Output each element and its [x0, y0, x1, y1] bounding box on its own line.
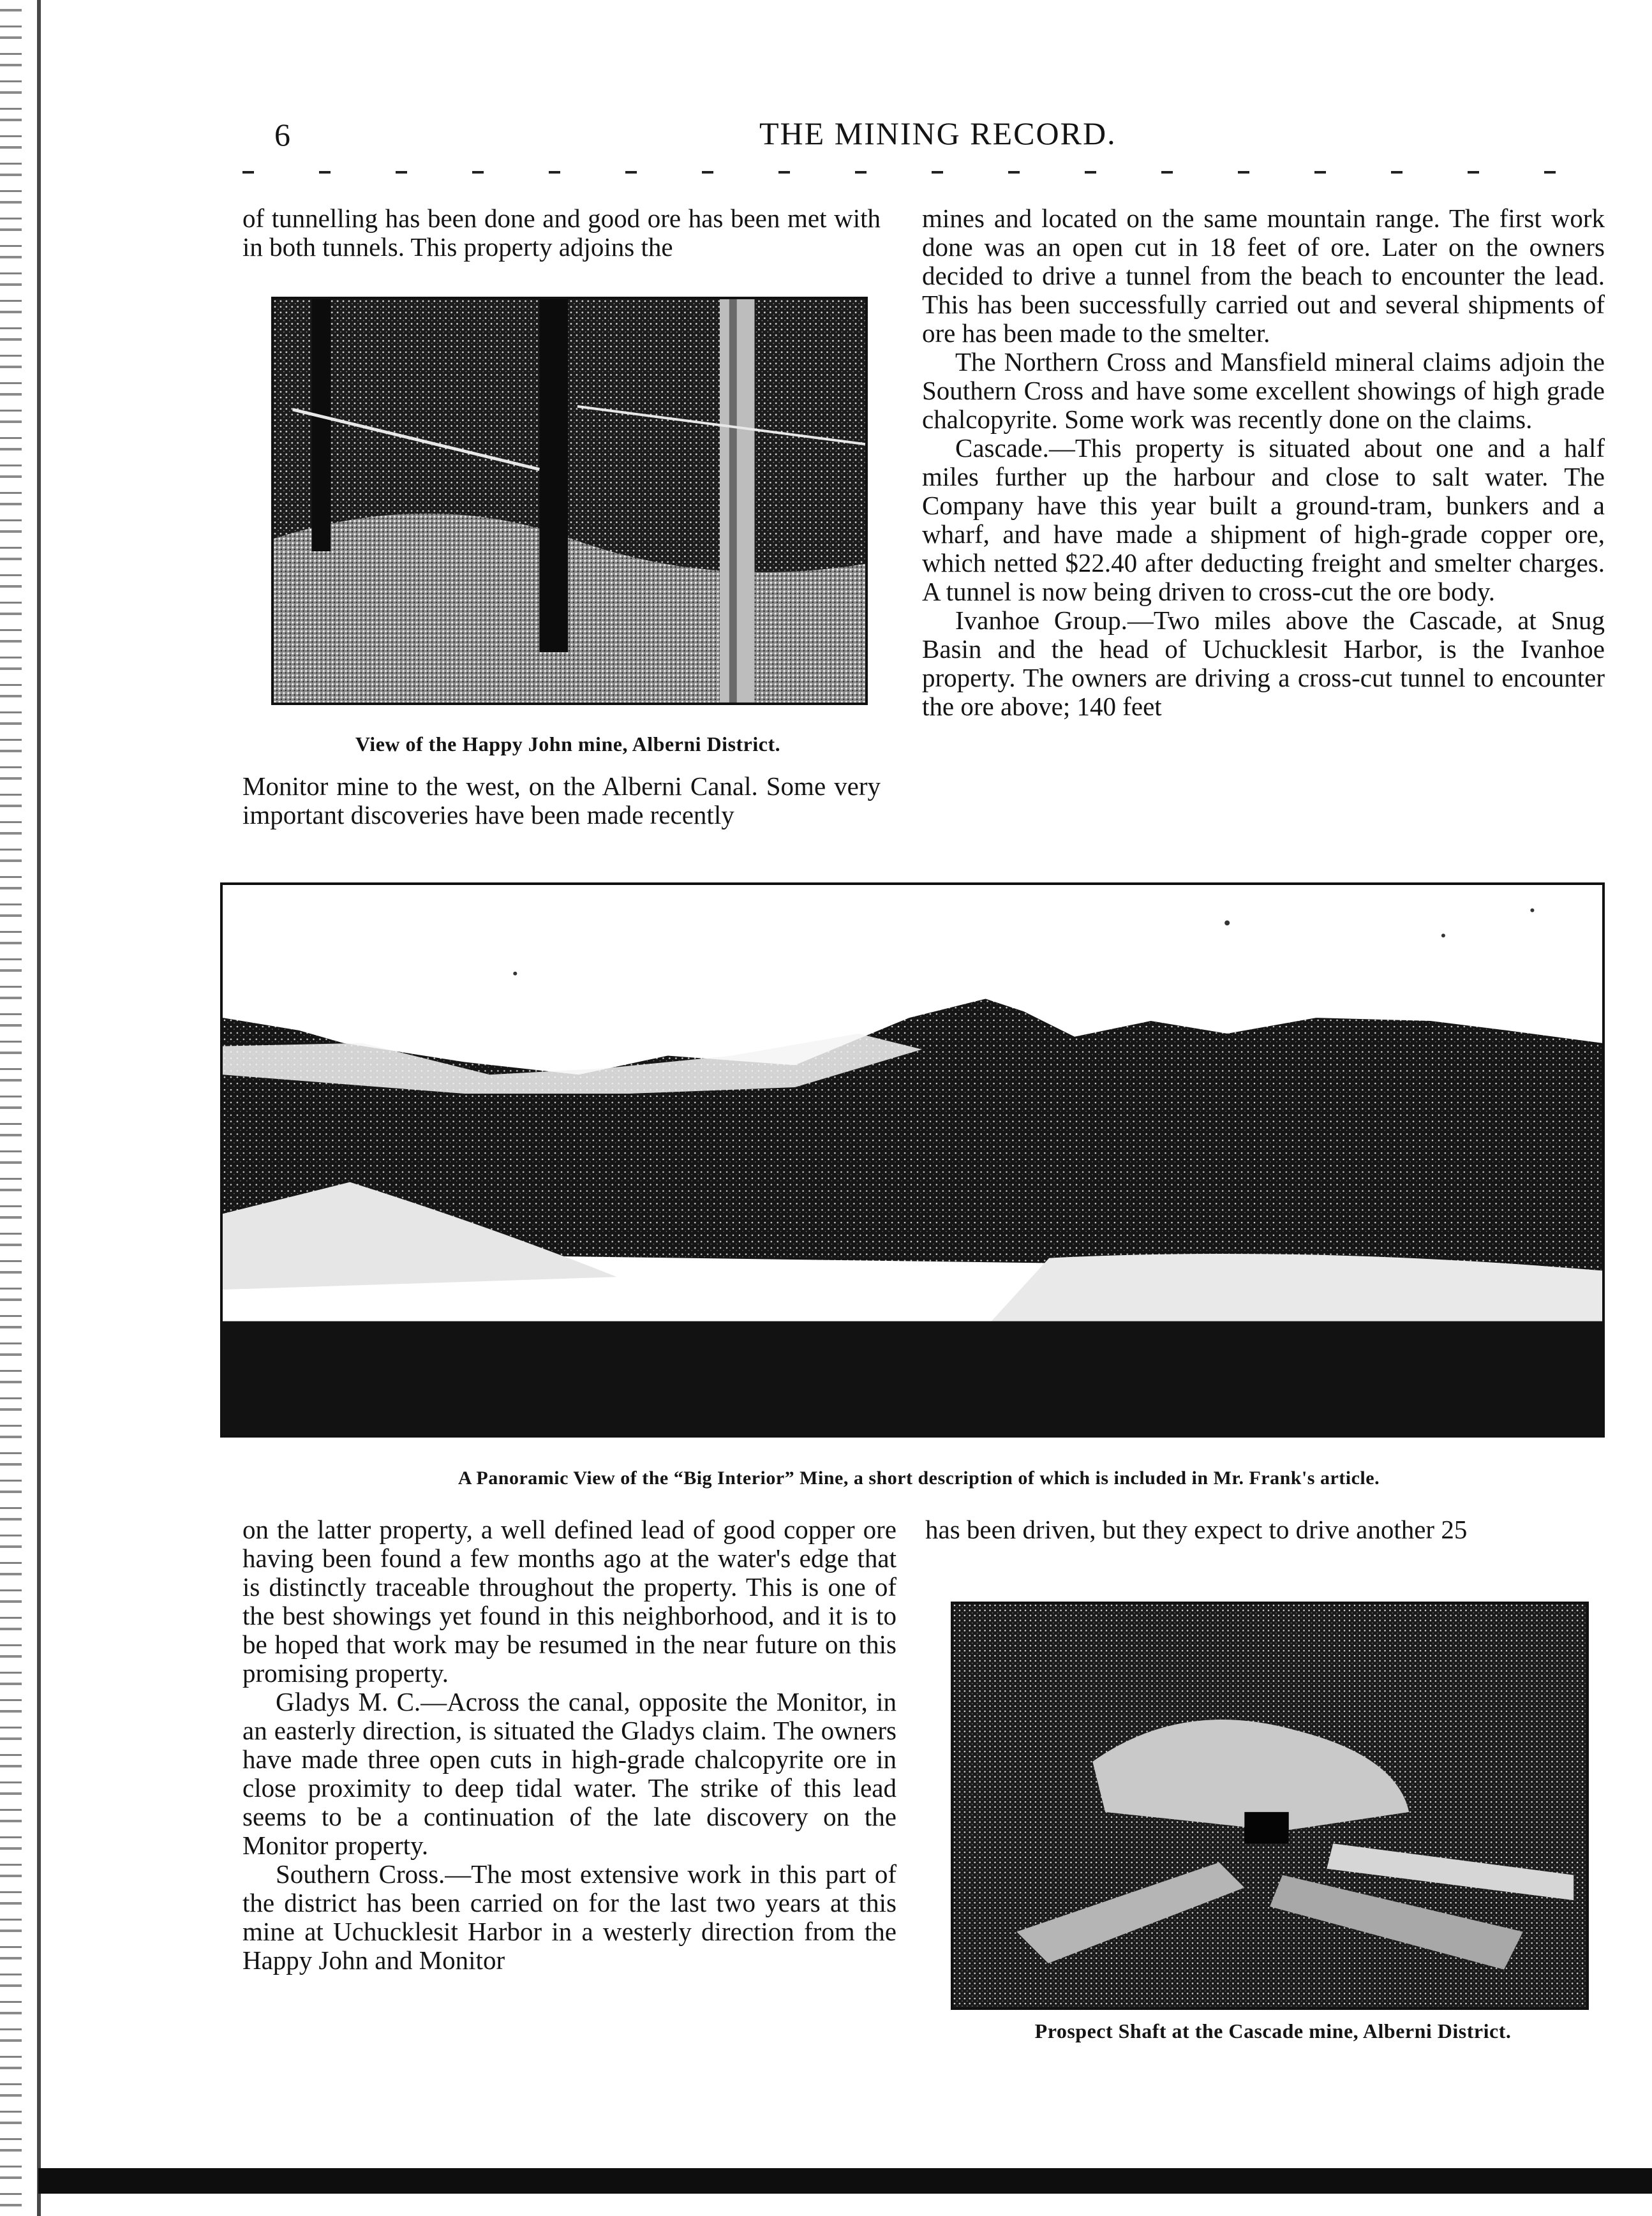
page-bottom-bar [38, 2168, 1652, 2194]
cascade-caption: Prospect Shaft at the Cascade mine, Alberni District. [1034, 2019, 1512, 2042]
panorama-caption: A Panoramic View of the “Big Interior” Mine, a short description of which is included in Mr. Frank's article. [458, 1468, 1380, 1489]
paragraph: of tunnelling has been done and good ore has been met with in both tunnels. This property adjoins the [242, 204, 881, 262]
upper-left-column-top [242, 204, 881, 262]
lower-left-column [242, 1515, 897, 1975]
upper-right-column [922, 204, 1605, 721]
paragraph: Southern Cross.—The most extensive work in this part of the district has been carried on for the last two years at this mine at Uchucklesit Harbor in a westerly direction from the Happy John and Monitor [242, 1859, 897, 1975]
paragraph: Monitor mine to the west, on the Alberni Canal. Some very important discoveries have been made recently [242, 771, 881, 829]
paragraph: has been driven, but they expect to drive another 25 [925, 1515, 1468, 1544]
cascade-shaft-photo [951, 1602, 1589, 2010]
paragraph: Ivanhoe Group.—Two miles above the Cascade, at Snug Basin and the head of Uchucklesit Harbor, is the Ivanhoe property. The owners are driving a cross-cut tunnel to encounter the ore above; 140 feet [922, 606, 1605, 721]
paragraph: mines and located on the same mountain range. The first work done was an open cut in 18 feet of ore. Later on the owners decided to drive a tunnel from the beach to encounter the lead. This has been successfully carried out and several shipments of ore has been made to the smelter. [922, 204, 1605, 348]
binding-rule [37, 0, 41, 2216]
header-rule [242, 171, 1570, 174]
paragraph: The Northern Cross and Mansfield mineral claims adjoin the Southern Cross and have some excellent showings of high grade chalcopyrite. Some work was recently done on the claims. [922, 347, 1605, 434]
paragraph: Cascade.—This property is situated about one and a half miles further up the harbour and close to salt water. The Company have this year built a ground-tram, bunkers and a wharf, and have made a shipment of high-grade copper ore, which netted $22.40 after deducting freight and smelter charges. A tunnel is now being driven to cross-cut the ore body. [922, 433, 1605, 606]
big-interior-panorama-photo [220, 882, 1605, 1438]
page-number: 6 [274, 117, 290, 152]
paragraph: on the latter property, a well defined lead of good copper ore having been found a few months ago at the water's edge that is distinctly traceable throughout the property. This is one of the best showings yet found in this neighborhood, and it is to be hoped that work may be resumed in the near future on this promising property. [242, 1515, 897, 1688]
binding-edge [0, 0, 22, 2216]
paragraph: Gladys M. C.—Across the canal, opposite the Monitor, in an easterly direction, is situated the Gladys claim. The owners have made three open cuts in high-grade chalcopyrite ore in close proximity to deep tidal water. The strike of this lead seems to be a continuation of the late discovery on the Monitor property. [242, 1687, 897, 1860]
happy-john-caption: View of the Happy John mine, Alberni District. [355, 732, 781, 755]
upper-left-column-bottom [242, 772, 881, 829]
lower-right-column [925, 1515, 1611, 1544]
happy-john-photo [271, 297, 868, 705]
running-title: THE MINING RECORD. [759, 115, 1117, 151]
